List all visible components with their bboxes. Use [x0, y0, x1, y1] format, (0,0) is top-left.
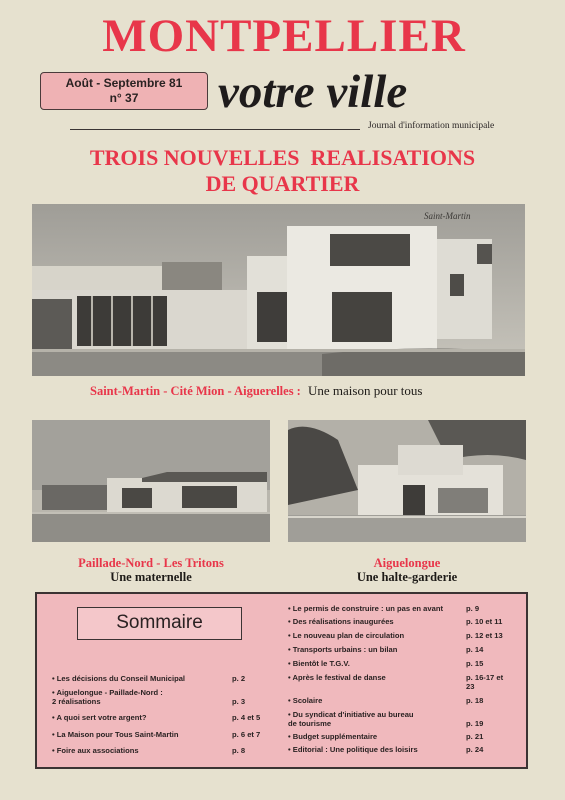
photo-maison-pour-tous: [32, 204, 525, 376]
toc-page: p. 3: [232, 697, 246, 706]
toc-label: • Budget supplémentaire: [288, 732, 378, 741]
toc-page: p. 10 et 11: [466, 617, 503, 626]
issue-date-box: [40, 72, 208, 110]
toc-label: • Bientôt le T.G.V.: [288, 659, 350, 668]
photo-maison-pour-tous-image: [32, 204, 525, 376]
issue-number: n° 37: [109, 91, 139, 105]
toc-label: • Aiguelongue - Paillade-Nord : 2 réalisations: [52, 688, 163, 706]
toc-page: p. 9: [466, 604, 480, 613]
toc-page: p. 8: [232, 746, 246, 755]
photo-halte-garderie-image: [288, 420, 526, 542]
toc-page: p. 2: [232, 674, 246, 683]
masthead-rule: [70, 129, 360, 130]
toc-page: p. 6 et 7: [232, 730, 261, 739]
headline-line-2: DE QUARTIER: [205, 171, 360, 196]
masthead-subtitle: votre ville: [218, 66, 408, 118]
main-headline: [30, 145, 535, 197]
toc-label: • Des réalisations inaugurées: [288, 617, 394, 626]
toc-page: p. 12 et 13: [466, 631, 503, 640]
headline-line-1: TROIS NOUVELLES REALISATIONS: [89, 145, 476, 170]
caption-right-desc: Une halte-garderie: [356, 570, 458, 584]
toc-page: p. 16-17 et 23: [466, 673, 504, 691]
toc-label: • Editorial : Une politique des loisirs: [288, 745, 418, 754]
toc-page: p. 4 et 5: [232, 713, 261, 722]
caption-left-place: Paillade-Nord - Les Tritons: [78, 556, 224, 570]
toc-label: • Transports urbains : un bilan: [288, 645, 398, 654]
caption-main-desc: Une maison pour tous: [307, 383, 423, 398]
toc-label: • Après le festival de danse: [288, 673, 386, 682]
toc-page: p. 14: [466, 645, 484, 654]
toc-page: p. 19: [466, 719, 484, 728]
issue-date: Août - Septembre 81: [65, 76, 183, 90]
photo-maternelle-image: [32, 420, 270, 542]
toc-label: • Scolaire: [288, 696, 323, 705]
toc-page: p. 21: [466, 732, 484, 741]
photo-halte-garderie: [288, 420, 526, 542]
toc-label: • Le nouveau plan de circulation: [288, 631, 405, 640]
caption-left-desc: Une maternelle: [110, 570, 192, 584]
photo-sign-text: Saint-Martin: [424, 211, 471, 221]
masthead-tagline: Journal d'information municipale: [368, 121, 495, 131]
sommaire-title: Sommaire: [77, 607, 242, 640]
toc-page: p. 24: [466, 745, 484, 754]
caption-right-place: Aiguelongue: [373, 556, 441, 570]
photo-maternelle: [32, 420, 270, 542]
toc-label: • Le permis de construire : un pas en avant: [288, 604, 443, 613]
toc-page: p. 18: [466, 696, 484, 705]
masthead-title: MONTPELLIER: [102, 10, 466, 62]
toc-label: • Du syndicat d'initiative au bureau de tourisme: [288, 710, 414, 728]
toc-label: • La Maison pour Tous Saint-Martin: [52, 730, 179, 739]
toc-label: • Les décisions du Conseil Municipal: [52, 674, 186, 683]
caption-main-place: Saint-Martin - Cité Mion - Aiguerelles :: [90, 384, 301, 398]
toc-label: • A quoi sert votre argent?: [52, 713, 147, 722]
toc-page: p. 15: [466, 659, 484, 668]
toc-label: • Foire aux associations: [52, 746, 139, 755]
caption-main: [90, 384, 510, 398]
